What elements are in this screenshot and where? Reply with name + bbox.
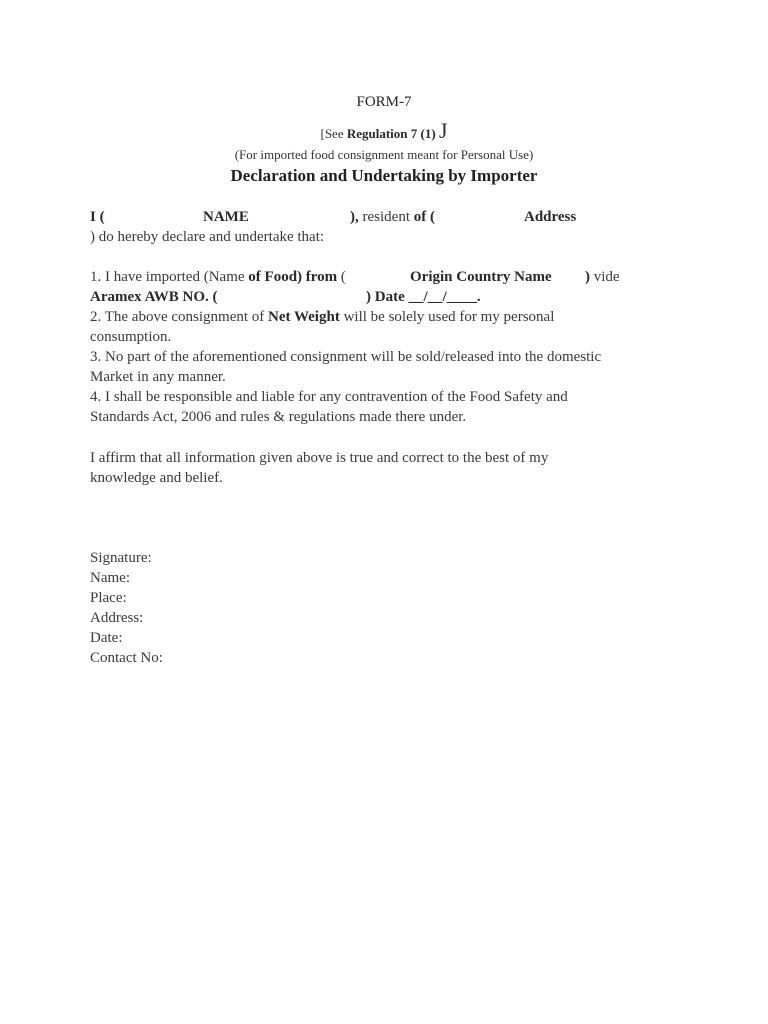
origin-close: ) [585, 269, 590, 285]
point-1-text-c: ( [337, 269, 346, 285]
form-purpose: (For imported food consignment meant for Personal Use) [234, 147, 534, 162]
point-1-text-a: 1. I have imported (Name [90, 269, 249, 285]
regulation-prefix: [See [320, 126, 347, 141]
point-3-line-2: Market in any manner. [90, 369, 226, 385]
address-label: Address: [90, 610, 144, 626]
name-label: Name: [90, 570, 130, 586]
point-4-line-2: Standards Act, 2006 and rules & regulations made there under. [90, 409, 467, 425]
date-field[interactable]: ) Date __/__/____. [366, 289, 481, 305]
affirmation-line-1: I affirm that all information given above is true and correct to the best of my [90, 450, 549, 466]
regulation-reference [0, 118, 768, 144]
resident-text: resident [358, 209, 414, 225]
affirmation-line-2: knowledge and belief. [90, 470, 223, 486]
of-open: of ( [413, 209, 435, 225]
signature-label: Signature: [90, 550, 152, 566]
point-2-text-c: will be solely used for my personal [339, 309, 555, 325]
point-3-line-1: 3. No part of the aforementioned consignment will be sold/released into the domestic [90, 349, 602, 365]
regulation-number: Regulation 7 (1) [346, 126, 436, 141]
place-label: Place: [90, 590, 127, 606]
point-1-line-2 [90, 287, 690, 307]
declaration-line-2: ) do hereby declare and undertake that: [90, 229, 325, 245]
point-2-line-1 [90, 307, 554, 327]
point-2-line-2: consumption. [90, 329, 172, 345]
date-label: Date: [90, 630, 123, 646]
awb-label: Aramex AWB NO. ( [90, 289, 218, 305]
origin-country-field[interactable]: Origin Country Name [410, 269, 552, 285]
regulation-mark: J [438, 118, 448, 143]
point-2-text-a: 2. The above consignment of [90, 309, 269, 325]
name-close: ), [350, 209, 359, 225]
point-4-line-1: 4. I shall be responsible and liable for any contravention of the Food Safety and [90, 389, 568, 405]
declaration-line-1 [90, 207, 690, 227]
vide-text: vide [590, 269, 620, 285]
i-open: I ( [90, 209, 105, 225]
address-field[interactable]: Address [524, 209, 577, 225]
name-field[interactable]: NAME [203, 209, 249, 225]
contact-label: Contact No: [90, 650, 163, 666]
point-1-text-b: of Food) from [248, 269, 338, 285]
form-title: Declaration and Undertaking by Importer [230, 166, 538, 185]
point-1-line-1 [90, 267, 690, 287]
form-number: FORM-7 [356, 94, 412, 110]
net-weight-field[interactable]: Net Weight [268, 309, 340, 325]
